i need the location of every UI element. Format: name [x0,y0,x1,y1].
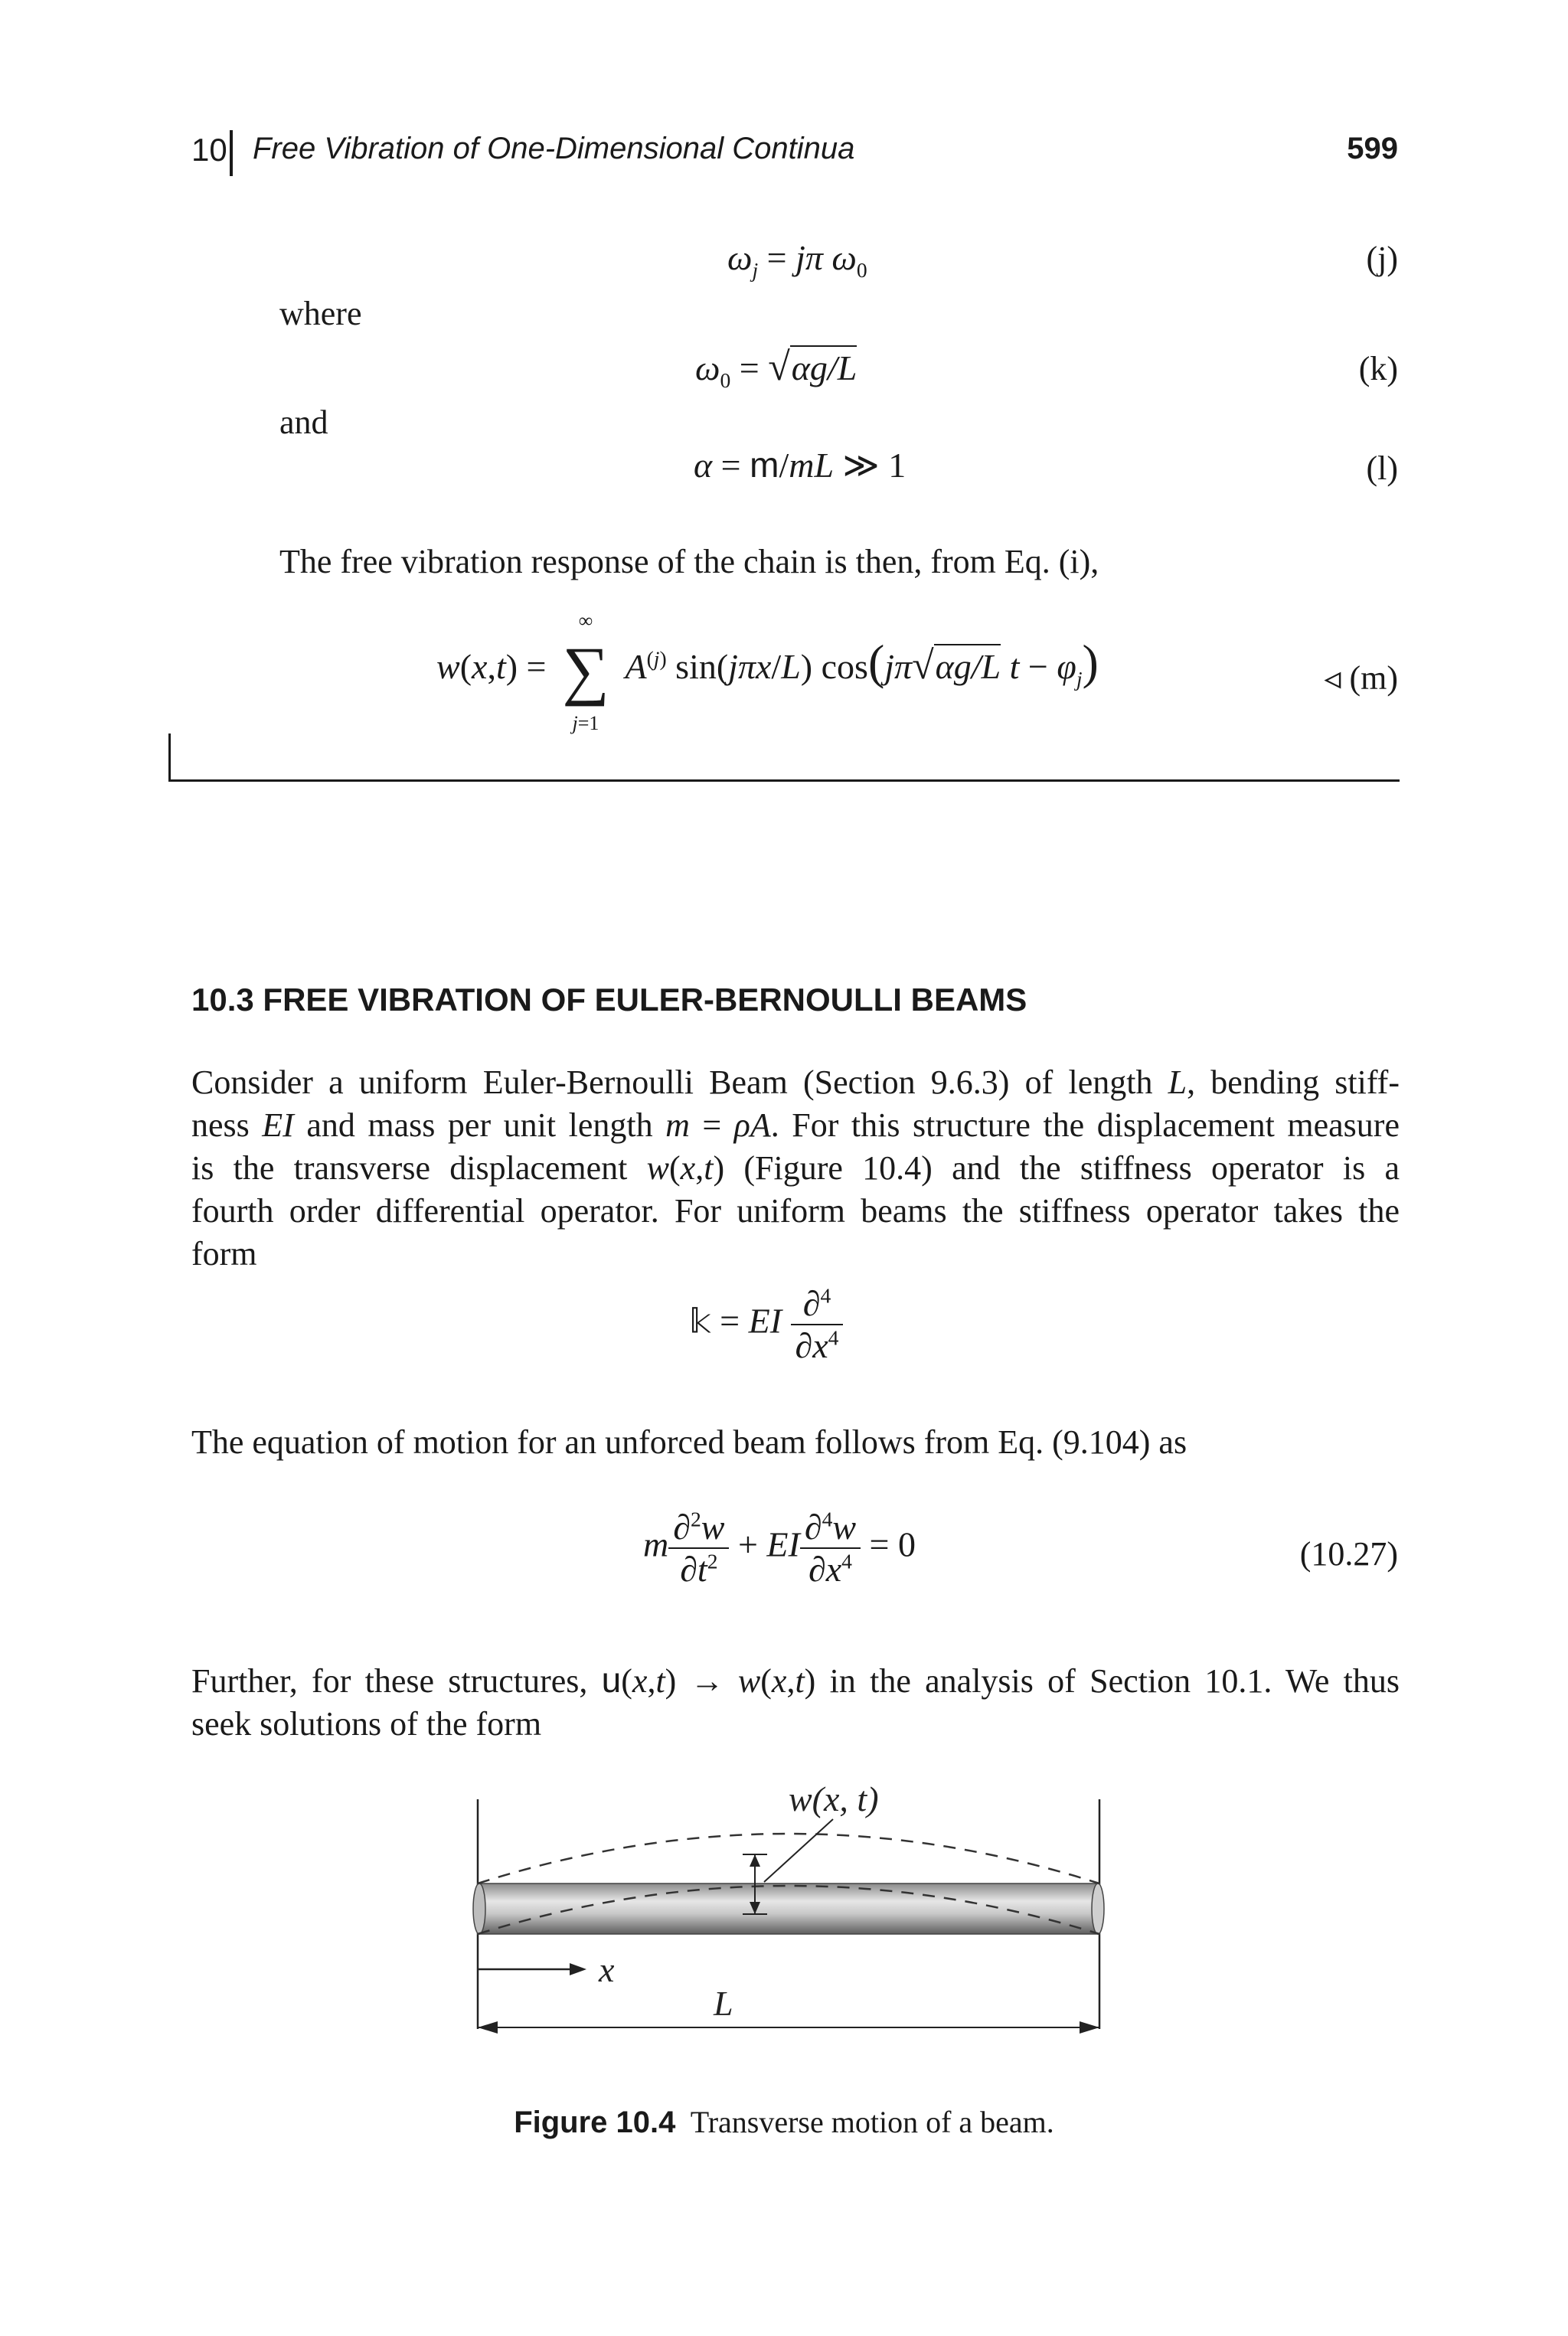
equation-l-label: (l) [1366,449,1398,487]
equation-stiffness-operator: 𝕜 = EI $\frac{\partial^4}{\partial x^4}$ [689,1283,843,1366]
equation-j: $\omega_j = j\pi$ $\omega_0$ [727,238,867,283]
equation-10-27: m $\frac{\partial^2w}{\partial t^2}$ + EI $\frac{\partial^4w}{\partial x^4}$ = 0 [643,1507,916,1589]
L-arrow-right [1080,2021,1099,2034]
equation-j-label: (j) [1366,240,1398,277]
figure-beam [429,1769,1164,2060]
example-frame-left [168,733,171,781]
caption-label: Figure 10.4 [514,2106,676,2139]
chapter-number: 10 [191,132,227,168]
section-heading: 10.3 FREE VIBRATION OF EULER-BERNOULLI BEAMS [191,982,1027,1018]
figure-caption [0,2104,1568,2140]
beam-end-right [1092,1884,1104,1934]
L-arrow-left [478,2021,498,2034]
text-free-response: The free vibration response of the chain is then, from Eq. (i), [279,543,1099,580]
x-label: x [599,1950,615,1989]
running-title: Free Vibration of One-Dimensional Continua [253,132,855,165]
equation-m: w(x,t) = ∞ ∑ j=1 $A^{(j)}$ sin(jπx/L) cos(jπ√αg/L $t - \varphi_j$) [436,609,1099,735]
beam-end-left [473,1884,485,1934]
paragraph-solutions: Further, for these structures, u(x,t) → w(x,t) in the analysis of Section 10.1. We thus seek solutions of the form [191,1660,1400,1743]
example-frame-bottom [168,779,1400,782]
equation-l: α = m/mL ≫ 1 [694,445,906,485]
equation-k: $\omega_0 = √\alpha g/L$ [695,345,858,393]
paragraph-intro: Consider a uniform Euler-Bernoulli Beam (Section 9.6.3) of length L, bending stiff- ness EI and mass per unit length m = ρA. For this structure the displacement measure is the transverse displacement w(x,t) (Figure 10.4) and the stiffness operator is a fourth order differential operator. For uniform beams the stiffness operator takes the form [191,1063,1400,1273]
paragraph-equation-motion: The equation of motion for an unforced beam follows from Eq. (9.104) as [191,1423,1187,1461]
header-divider [230,130,233,176]
L-label: L [714,1984,733,2023]
equation-10-27-label: (10.27) [1299,1535,1398,1573]
displacement-arrow-up [750,1854,760,1867]
w-label-leader [764,1819,833,1882]
x-arrow-head [570,1963,586,1975]
equation-m-label: ◃ (m) [1324,659,1398,697]
caption-text: Transverse motion of a beam. [690,2105,1054,2139]
page-number: 599 [1347,132,1398,165]
w-label: w(x, t) [789,1779,879,1818]
text-and: and [279,403,328,441]
text-where: where [279,295,362,332]
equation-k-label: (k) [1358,350,1398,387]
